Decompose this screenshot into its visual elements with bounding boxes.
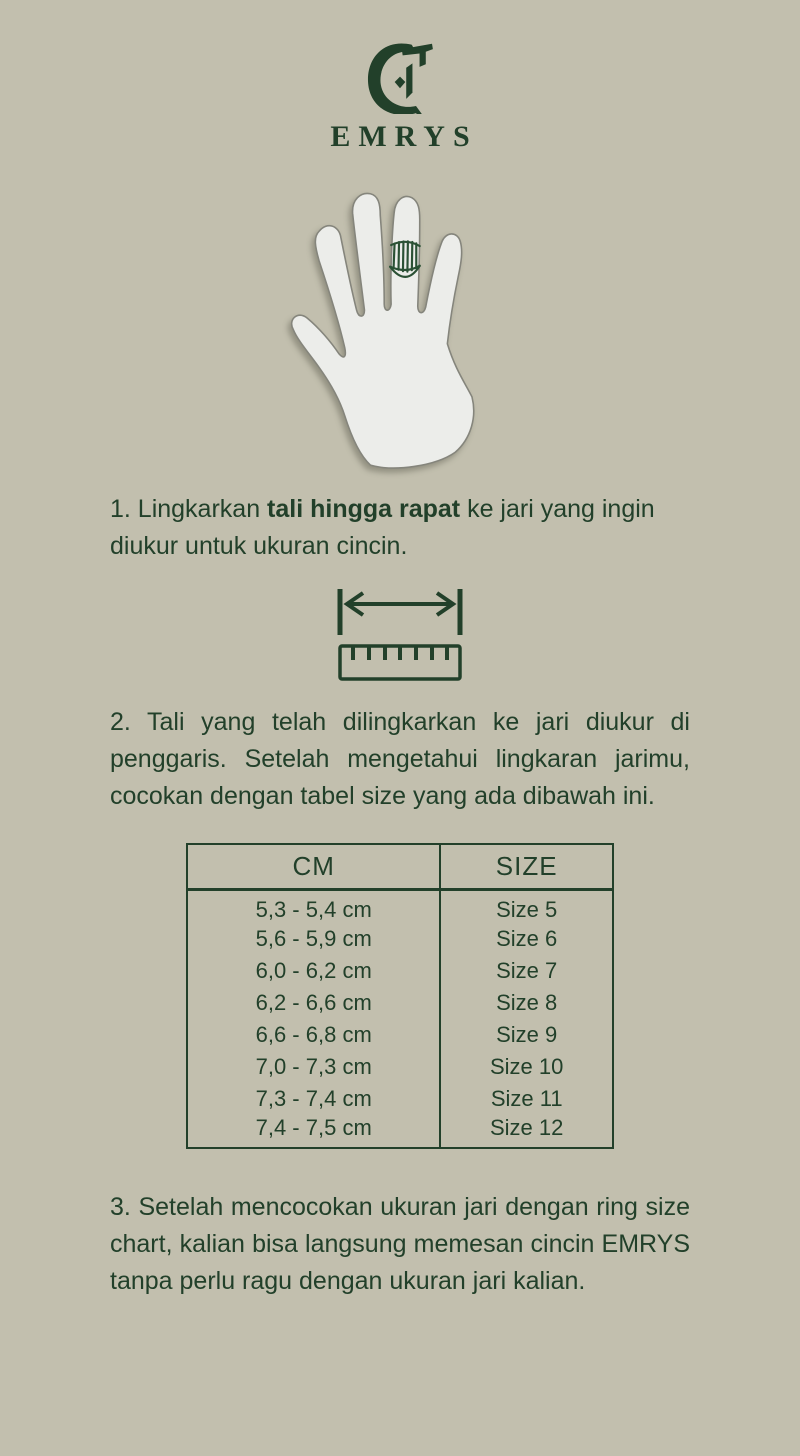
table-row xyxy=(187,955,613,987)
table-cell: Size 6 xyxy=(440,923,613,955)
table-row xyxy=(187,1019,613,1051)
table-cell: Size 9 xyxy=(440,1019,613,1051)
column-header-size: SIZE xyxy=(440,844,613,889)
table-row xyxy=(187,1051,613,1083)
ring-size-guide xyxy=(0,34,800,1456)
step-1-bold: tali hingga rapat xyxy=(267,495,460,523)
blackletter-monogram-icon xyxy=(358,34,442,114)
table-cell: Size 10 xyxy=(440,1051,613,1083)
table-cell: 5,3 - 5,4 cm xyxy=(187,889,440,923)
ruler-illustration xyxy=(0,589,800,688)
size-table-header-row xyxy=(187,844,613,889)
hand-with-ring-icon xyxy=(281,176,519,472)
table-cell: 6,6 - 6,8 cm xyxy=(187,1019,440,1051)
table-cell: 7,3 - 7,4 cm xyxy=(187,1083,440,1115)
step-1-part-before: 1. Lingkarkan xyxy=(110,495,267,523)
table-cell: Size 8 xyxy=(440,987,613,1019)
table-cell: 6,2 - 6,6 cm xyxy=(187,987,440,1019)
table-cell: Size 7 xyxy=(440,955,613,987)
size-table xyxy=(186,843,614,1149)
measure-ruler-icon xyxy=(337,589,463,683)
step-2-text: 2. Tali yang telah dilingkarkan ke jari diukur di penggaris. Setelah mengetahui lingkaran jarimu, cocokan dengan tabel size yang ada dibawah ini. xyxy=(110,704,690,815)
table-row xyxy=(187,987,613,1019)
step-1-part-after: ke jari yang ingin diukur untuk ukuran cincin. xyxy=(110,495,655,560)
size-table-head xyxy=(187,844,613,889)
step-3-text: 3. Setelah mencocokan ukuran jari dengan ring size chart, kalian bisa langsung memesan cincin EMRYS tanpa perlu ragu dengan ukuran jari kalian. xyxy=(110,1189,690,1300)
table-cell: Size 11 xyxy=(440,1083,613,1115)
size-table-body xyxy=(187,889,613,1148)
table-cell: Size 12 xyxy=(440,1115,613,1148)
hand-illustration xyxy=(0,176,800,477)
table-cell: 7,0 - 7,3 cm xyxy=(187,1051,440,1083)
table-cell: 7,4 - 7,5 cm xyxy=(187,1115,440,1148)
column-header-cm: CM xyxy=(187,844,440,889)
step-1-text xyxy=(110,491,690,565)
size-table-wrap xyxy=(0,843,800,1149)
brand-wordmark: EMRYS xyxy=(0,120,800,154)
brand-header xyxy=(0,34,800,154)
table-row xyxy=(187,1083,613,1115)
table-row xyxy=(187,923,613,955)
table-cell: 5,6 - 5,9 cm xyxy=(187,923,440,955)
table-cell: Size 5 xyxy=(440,889,613,923)
table-cell: 6,0 - 6,2 cm xyxy=(187,955,440,987)
table-row xyxy=(187,889,613,923)
table-row xyxy=(187,1115,613,1148)
